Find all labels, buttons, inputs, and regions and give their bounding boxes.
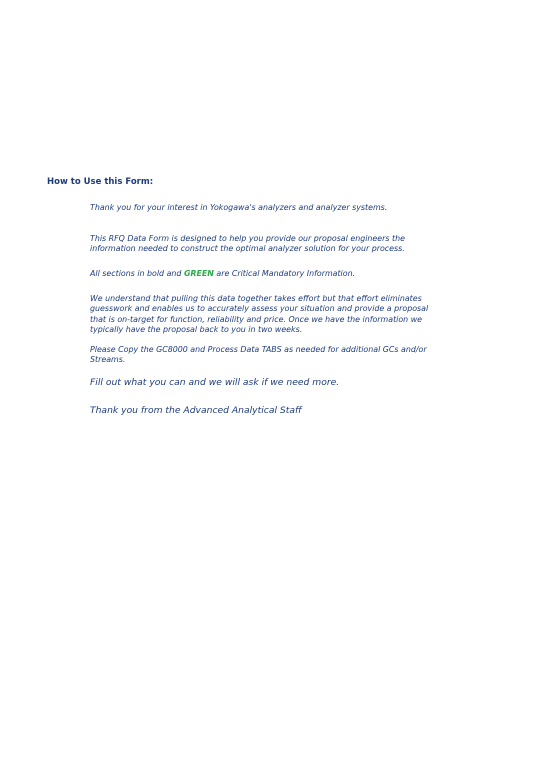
copy-tabs-note-text: Please Copy the GC8000 and Process Data TABS as needed for additional GCs and/or Streams. (90, 345, 427, 365)
form-heading: How to Use this Form: (47, 177, 154, 187)
rfq-description-text: This RFQ Data Form is designed to help you provide our proposal engineers the information needed to construct the optimal analyzer solution for your process. (90, 234, 405, 254)
fill-out-note-text: Fill out what you can and we will ask if we need more. (90, 377, 340, 388)
mandatory-suffix: are Critical Mandatory Information. (213, 269, 356, 278)
mandatory-green-highlight: GREEN (183, 269, 214, 278)
thanks-interest-text: Thank you for your interest in Yokogawa's analyzers and analyzer systems. (90, 203, 388, 212)
mandatory-info-text (90, 269, 435, 279)
mandatory-prefix: All sections in bold and (90, 269, 184, 278)
effort-note-text: We understand that pulling this data together takes effort but that effort eliminates guesswork and enables us to accurately assess your situation and provide a proposal that is on-target for function, reliability and price. Once we have the information we typically have the proposal back to you in two weeks. (90, 294, 429, 335)
sign-off-text: Thank you from the Advanced Analytical Staff (90, 405, 302, 416)
